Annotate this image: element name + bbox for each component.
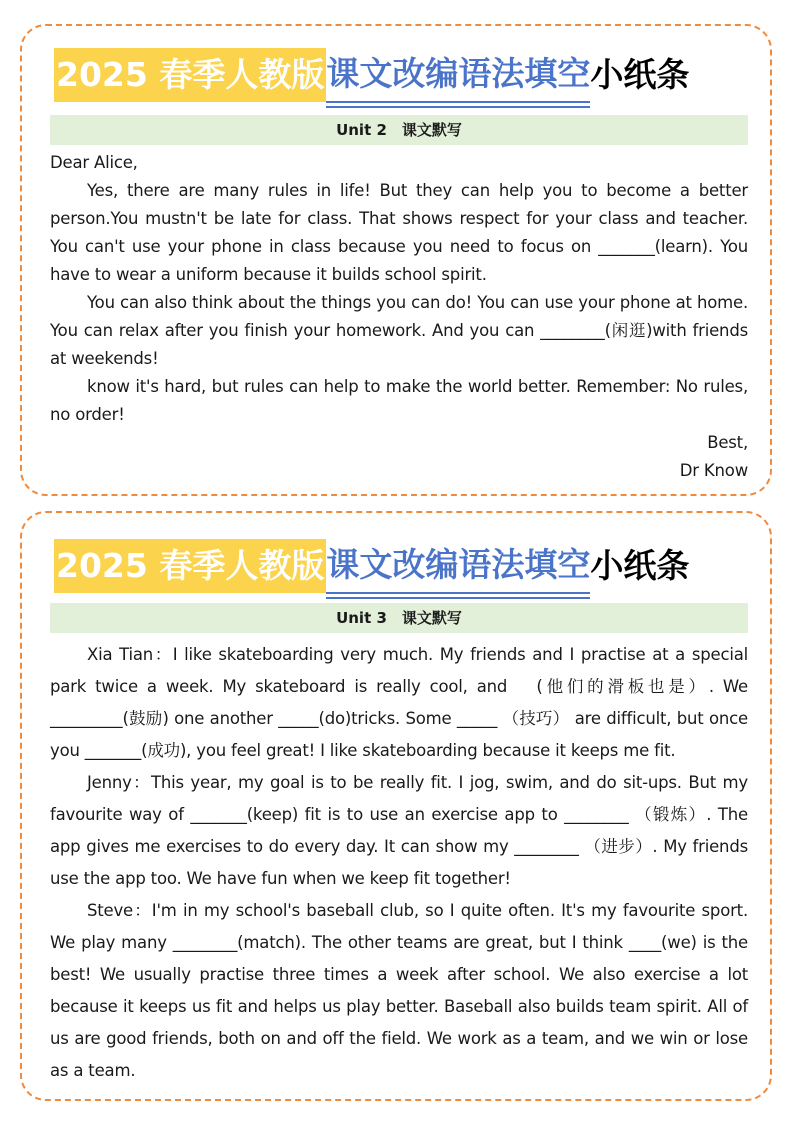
- passage-body: [50, 639, 748, 1087]
- unit-header: Unit 2 课文默写: [50, 115, 748, 145]
- title-highlight-yellow: 2025 春季人教版: [54, 48, 326, 102]
- paragraph: Jenny：This year, my goal is to be really fit. I jog, swim, and do sit-ups. But my favourite way of _______(keep) fit is to use an exercise app to ________ （锻炼）. The app gives me exercises to do every day. It can show my ________ （进步）. My friends use the app too. We have fun when we keep fit together!: [50, 773, 748, 888]
- title-blue-underlined: 课文改编语法填空: [326, 47, 590, 103]
- paragraph: Xia Tian：I like skateboarding very much. My friends and I practise at a special park twice a week. My skateboard is really cool, and (他们的滑板也是）. We _________(鼓励) one another _____(do)tricks. Some _____ （技巧） are difficult, but once you _______(成功), you feel great! I like skateboarding because it keeps me fit.: [50, 645, 748, 760]
- card-title: [54, 48, 689, 102]
- salutation: Dear Alice,: [50, 153, 138, 172]
- paragraph: Steve：I'm in my school's baseball club, so I quite often. It's my favourite sport. We play many ________(match). The other teams are great, but I think ____(we) is the best! We usually practise three times a week after school. We also exercise a lot because it keeps us fit and helps us play better. Baseball also builds team spirit. All of us are good friends, both on and off the field. We work as a team, and we win or lose as a team.: [50, 901, 748, 1080]
- card-title: [54, 539, 689, 593]
- unit-header: Unit 3 课文默写: [50, 603, 748, 633]
- paragraph: You can also think about the things you can do! You can use your phone at home. You can relax after you finish your homework. And you can ________(闲逛)with friends at weekends!: [50, 293, 748, 368]
- signature: Dr Know: [679, 461, 748, 480]
- paragraph: Yes, there are many rules in life! But they can help you to become a better person.You mustn't be late for class. That shows respect for your class and teacher. You can't use your phone in class because you need to focus on _______(learn). You have to wear a uniform because it builds school spirit.: [50, 181, 748, 284]
- title-highlight-yellow: 2025 春季人教版: [54, 539, 326, 593]
- title-black: 小纸条: [590, 55, 690, 94]
- closing: Best,: [707, 433, 748, 452]
- note-card-unit2: [20, 24, 772, 496]
- paragraph: know it's hard, but rules can help to make the world better. Remember: No rules, no order!: [50, 377, 748, 424]
- note-card-unit3: [20, 511, 772, 1101]
- title-blue-underlined: 课文改编语法填空: [326, 538, 590, 594]
- title-black: 小纸条: [590, 546, 690, 585]
- letter-body: [50, 149, 748, 485]
